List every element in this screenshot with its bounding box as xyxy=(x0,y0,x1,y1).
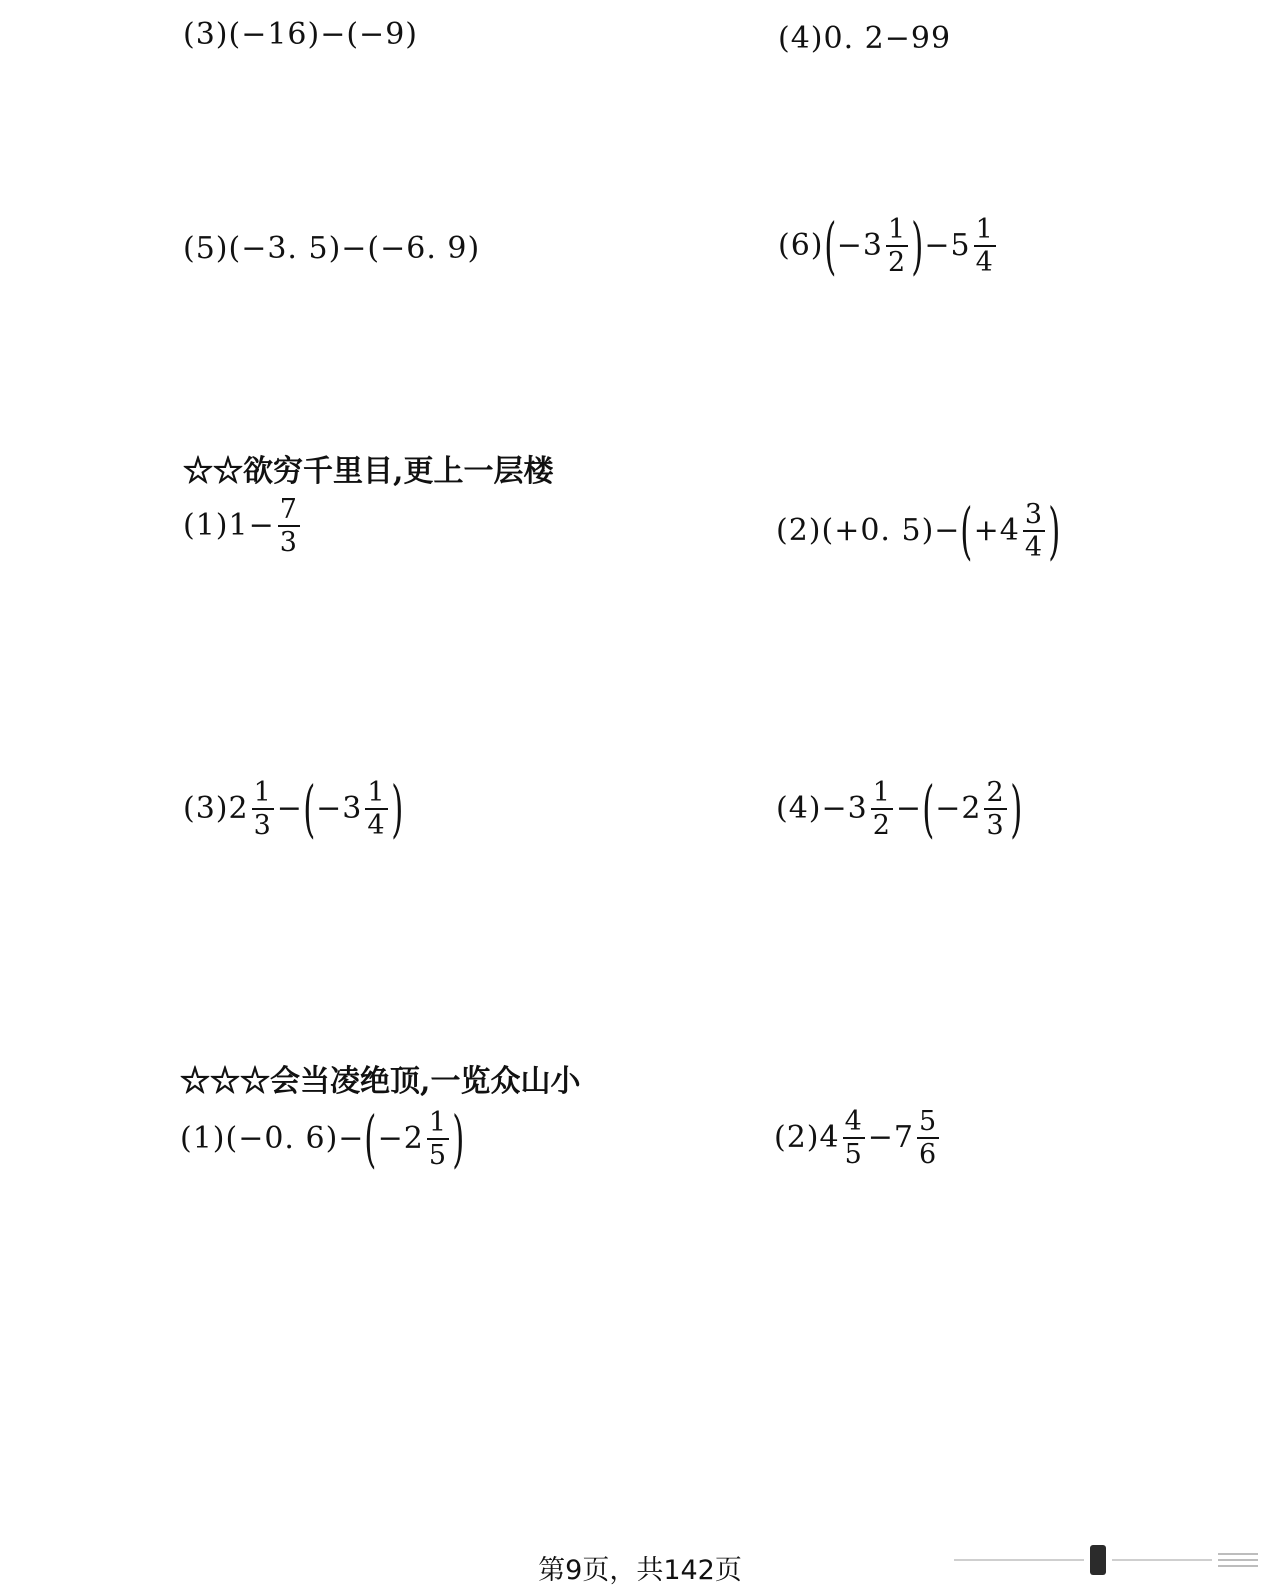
menu-icon-bar xyxy=(1218,1553,1258,1555)
denominator: 3 xyxy=(986,810,1005,841)
paren-open: ( xyxy=(922,772,935,845)
whole-part: −3 xyxy=(836,228,883,263)
problem-text: (5)(−3. 5)−(−6. 9) xyxy=(183,231,481,266)
paren-close: ) xyxy=(452,1102,465,1175)
fraction xyxy=(984,779,1006,839)
numerator: 1 xyxy=(253,777,272,808)
numerator: 1 xyxy=(428,1107,448,1138)
denominator: 2 xyxy=(872,810,891,841)
menu-icon[interactable] xyxy=(1218,1553,1258,1567)
numerator: 1 xyxy=(367,777,386,808)
numerator: 7 xyxy=(279,494,298,525)
whole-part: −3 xyxy=(316,791,363,826)
problem-text: (3)2 xyxy=(183,791,249,826)
fraction xyxy=(886,216,908,276)
menu-icon-bar xyxy=(1218,1565,1258,1567)
paren-open: ( xyxy=(960,494,974,567)
problem-text: (1)1− xyxy=(183,508,275,543)
fraction xyxy=(871,779,893,839)
denominator: 2 xyxy=(887,247,907,278)
denominator: 4 xyxy=(975,247,994,278)
problem-s3-2 xyxy=(774,1108,942,1168)
section-heading-3: ☆☆☆会当凌绝顶,一览众山小 xyxy=(180,1064,581,1099)
menu-icon-bar xyxy=(1218,1559,1258,1561)
problem-text: (2)(+0. 5)− xyxy=(776,513,961,548)
denominator: 4 xyxy=(1024,532,1044,563)
numerator: 2 xyxy=(986,777,1005,808)
whole-part: +4 xyxy=(973,513,1020,548)
denominator: 5 xyxy=(844,1139,863,1170)
problem-text: (4)0. 2−99 xyxy=(778,21,952,56)
fraction xyxy=(974,216,996,276)
problem-number: (6) xyxy=(778,228,824,263)
operator-term: −5 xyxy=(924,228,971,263)
operator: − xyxy=(276,791,303,826)
paren-open: ( xyxy=(364,1102,378,1175)
numerator: 4 xyxy=(844,1106,863,1137)
fraction xyxy=(843,1108,865,1168)
fraction xyxy=(252,779,274,839)
numerator: 1 xyxy=(872,777,891,808)
fraction xyxy=(427,1109,449,1169)
denominator: 3 xyxy=(279,527,298,558)
problem-3 xyxy=(183,17,418,52)
numerator: 1 xyxy=(975,214,994,245)
paren-close: ) xyxy=(390,772,404,845)
problem-6 xyxy=(778,209,999,282)
problem-4 xyxy=(778,21,952,56)
fraction xyxy=(1023,501,1045,561)
scroll-track[interactable] xyxy=(1112,1559,1212,1561)
denominator: 5 xyxy=(428,1140,448,1171)
problem-s2-2 xyxy=(776,494,1061,567)
viewer-toolbar xyxy=(954,1545,1258,1575)
numerator: 5 xyxy=(919,1106,938,1137)
denominator: 3 xyxy=(253,810,272,841)
fraction xyxy=(917,1108,939,1168)
fraction xyxy=(278,496,300,556)
problem-text: (3)(−16)−(−9) xyxy=(183,17,418,52)
problem-text: (2)4 xyxy=(774,1120,840,1155)
scroll-handle[interactable] xyxy=(1090,1545,1106,1575)
problem-s2-4 xyxy=(776,772,1023,845)
paren-open: ( xyxy=(303,772,316,845)
problem-5 xyxy=(183,231,481,266)
section-heading-2: ☆☆欲穷千里目,更上一层楼 xyxy=(183,454,554,489)
problem-text: (1)(−0. 6)− xyxy=(180,1121,365,1156)
fraction xyxy=(365,779,387,839)
paren-close: ) xyxy=(911,209,925,282)
problem-s2-3 xyxy=(183,772,404,845)
paren-close: ) xyxy=(1009,772,1023,845)
denominator: 6 xyxy=(919,1139,938,1170)
page-indicator: 第9页，共142页 xyxy=(538,1555,742,1586)
problem-s3-1 xyxy=(180,1102,465,1175)
paren-close: ) xyxy=(1048,494,1061,567)
operator: − xyxy=(895,791,923,826)
problem-s2-1 xyxy=(183,496,303,556)
operator-term: −7 xyxy=(867,1120,915,1155)
scroll-track[interactable] xyxy=(954,1559,1084,1561)
paren-open: ( xyxy=(823,209,837,282)
whole-part: −2 xyxy=(935,791,982,826)
denominator: 4 xyxy=(367,810,386,841)
numerator: 3 xyxy=(1024,499,1044,530)
numerator: 1 xyxy=(887,214,907,245)
problem-text: (4)−3 xyxy=(776,791,868,826)
whole-part: −2 xyxy=(377,1121,424,1156)
